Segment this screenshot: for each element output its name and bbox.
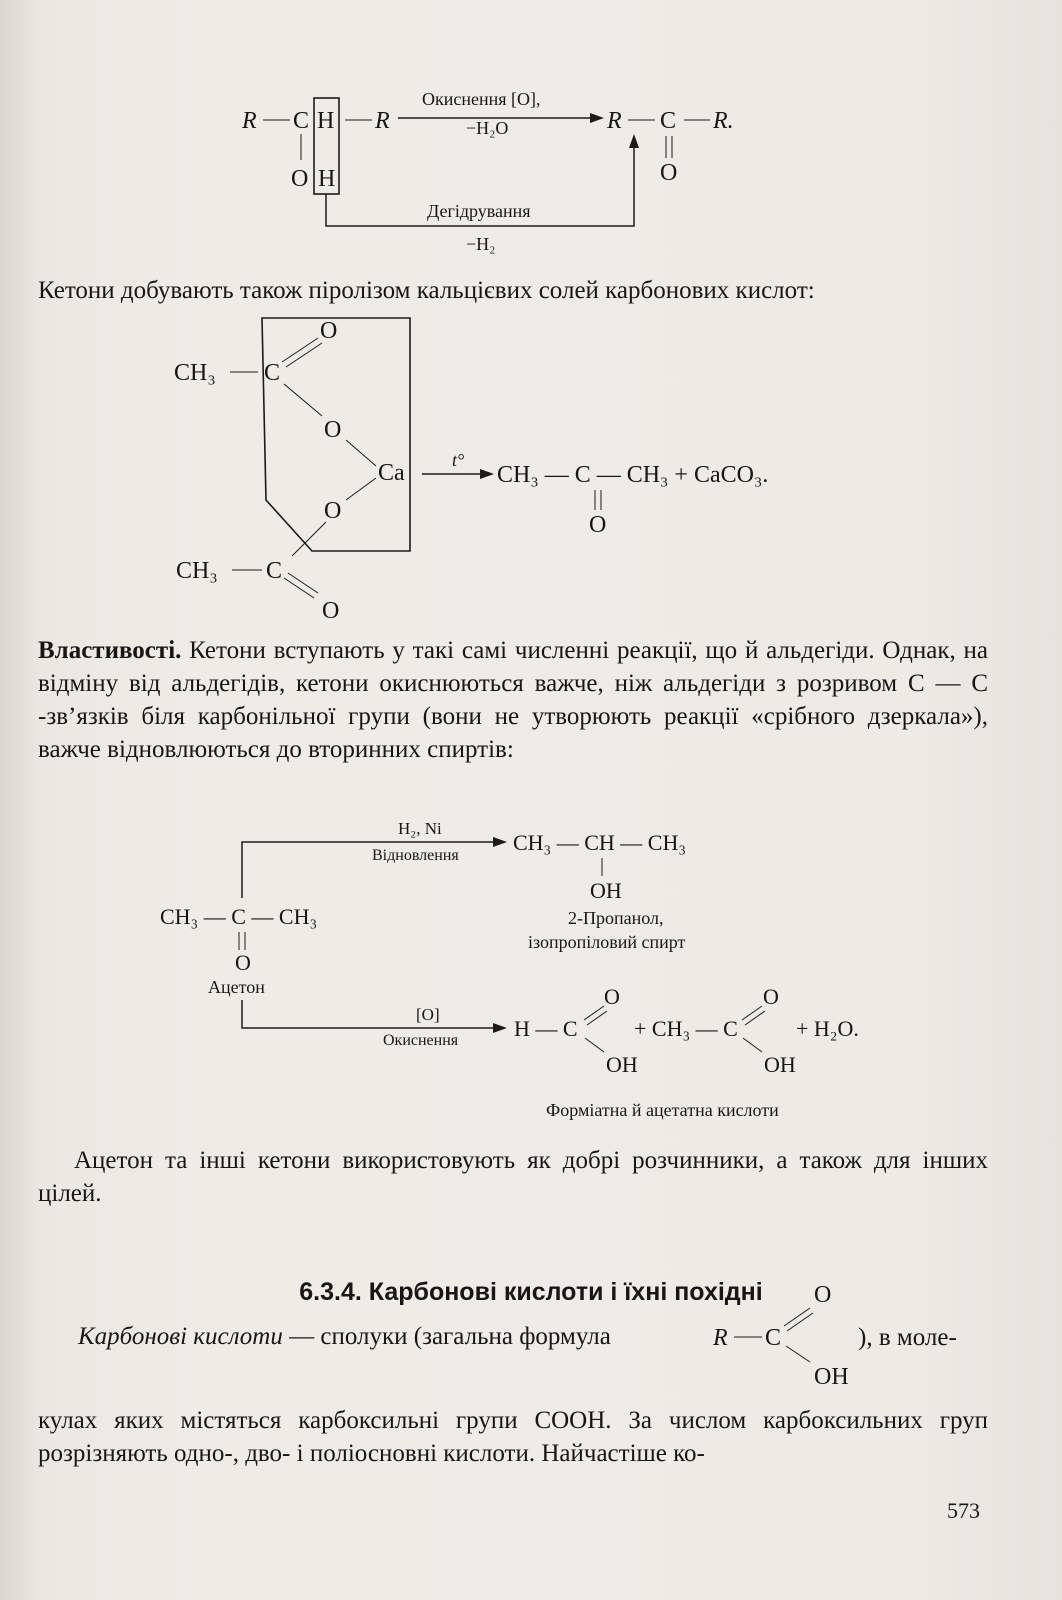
double-bond	[787, 1313, 813, 1331]
scheme3-acids-name: Форміатна й ацетатна кислоти	[546, 1100, 779, 1120]
scheme3-product1-name1: 2-Пропанол,	[568, 908, 664, 928]
scheme2-o-bottom: O	[322, 598, 340, 624]
scheme3-oh: OH	[764, 1052, 796, 1077]
scheme3-product1-name2: ізопропіловий спирт	[528, 932, 686, 952]
carboxylic-acids-term: Карбонові кислоти	[78, 1323, 283, 1350]
scheme1-h: H	[317, 108, 335, 134]
scheme3-o: O	[604, 984, 620, 1009]
scheme2-product: CH₃ — C — CH₃ + CaCO₃.	[497, 462, 769, 488]
formula-r: R	[713, 1325, 728, 1351]
scheme3-o: O	[763, 984, 779, 1009]
formula-o: O	[814, 1282, 832, 1308]
scheme2-ch3-bottom: CH₃	[176, 558, 218, 584]
scheme3-formic: H — C	[514, 1016, 578, 1041]
scheme1-r-mid: R	[375, 108, 390, 134]
scheme1-h-boxed: H	[318, 166, 336, 192]
scheme3-reduction-label: Відновлення	[372, 847, 459, 864]
scheme1-prod-r2: R.	[713, 108, 734, 134]
bond	[786, 1346, 810, 1362]
scheme3-acetone: CH₃ — C — CH₃	[160, 904, 318, 929]
scheme1-dehydro-label: Дегідрування	[427, 201, 531, 221]
formula-oh: OH	[814, 1364, 849, 1390]
paragraph-acetone-uses: Ацетон та інші кетони використовують як добрі розчинники, а також для інших цілей.	[38, 1147, 988, 1207]
scheme1-minus-h2: −H₂	[466, 234, 496, 254]
definition-text-end: ), в моле-	[858, 1324, 957, 1351]
scheme1-c: C	[293, 108, 310, 134]
scheme2-c-top: C	[264, 360, 281, 386]
scheme3-plus-water: + H₂O.	[796, 1016, 859, 1041]
formula-c: C	[765, 1325, 782, 1351]
carboxylic-continuation: кулах яких містяться карбоксильні групи СООН. За числом карбоксильних груп розрізняють одно-, дво- і поліосновні кислоти. Найчастіше ко-	[38, 1407, 988, 1467]
scheme1-minus-water: −H₂O	[466, 118, 509, 138]
section-heading: 6.3.4. Карбонові кислоти і їхні похідні	[299, 1278, 763, 1306]
properties-lead: Властивості.	[38, 637, 182, 664]
scheme3-plus-acetic: + CH₃ — C	[634, 1016, 738, 1041]
scheme1-r-left: R	[242, 108, 257, 134]
scheme3-oxidation-label: Окиснення	[383, 1032, 459, 1049]
scheme2-heat: t°	[452, 450, 465, 470]
properties-text: Кетони вступають у такі самі численні реакції, що й альдегіди. Однак, на відміну від альдегідів, кетони окиснюються важче, ніж альдегіди з розривом C — C -зв’язків біля карбонільної групи (вони не утворюють реакції «срібного дзеркала»), важче відновлюються до вторинних спиртів:	[38, 637, 988, 763]
scheme1-prod-o: O	[660, 160, 678, 186]
scheme1-prod-r: R	[607, 108, 622, 134]
scheme3-product1-oh: OH	[590, 878, 622, 903]
scheme3-product1: CH₃ — CH — CH₃	[513, 830, 687, 855]
scheme3-acetone-o: O	[235, 950, 251, 975]
scheme1-o: O	[291, 166, 309, 192]
scheme2-ca: Ca	[378, 460, 405, 486]
double-bond	[784, 1308, 810, 1326]
scheme2-o-mid1: O	[324, 417, 342, 443]
scheme2-c-bottom: C	[266, 558, 283, 584]
scheme3-reagent-bottom: [O]	[416, 1005, 440, 1024]
scheme3-oh: OH	[606, 1052, 638, 1077]
paragraph-ketone-pyrolysis: Кетони добувають також піролізом кальцієвих солей карбонових кислот:	[38, 277, 815, 304]
scheme2-product-o: O	[589, 512, 607, 538]
scheme2-ch3-top: CH₃	[174, 360, 216, 386]
scheme1-prod-c: C	[660, 108, 677, 134]
scheme2-o-top: O	[320, 318, 338, 344]
scheme2-o-mid2: O	[324, 498, 342, 524]
scheme3-acetone-name: Ацетон	[208, 977, 265, 997]
scheme3-reagent-top: H₂, Ni	[398, 819, 442, 838]
scheme1-oxidation-label: Окиснення [O],	[422, 89, 541, 109]
page-number: 573	[947, 1498, 980, 1523]
definition-text: — сполуки (загальна формула	[282, 1323, 611, 1350]
